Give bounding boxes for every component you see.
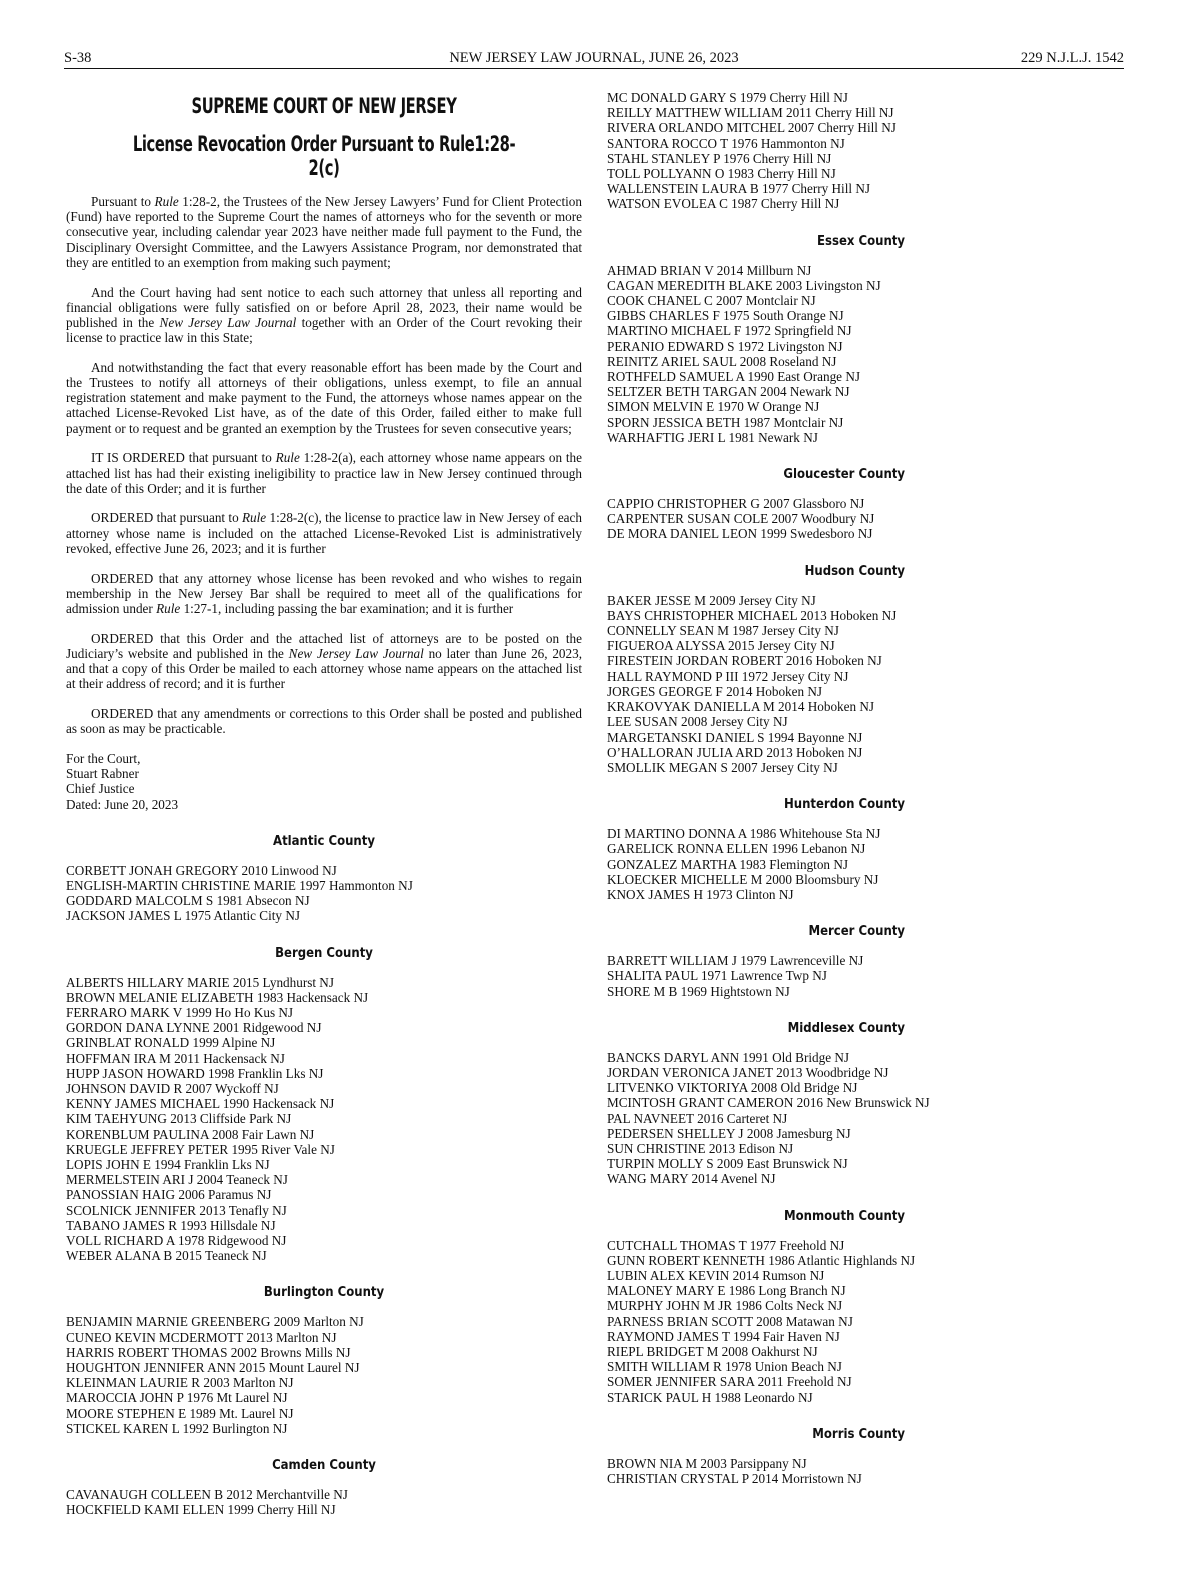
attorney-entry: MAROCCIA JOHN P 1976 Mt Laurel NJ <box>66 1390 288 1406</box>
attorney-entry: BAYS CHRISTOPHER MICHAEL 2013 Hoboken NJ <box>607 607 897 623</box>
county-heading: Mercer County <box>808 924 905 940</box>
signature-line: Chief Justice <box>66 781 135 797</box>
attorney-entry: BROWN NIA M 2003 Parsippany NJ <box>607 1455 807 1471</box>
order-title: License Revocation Order Pursuant to Rule1:28-2(c) <box>132 132 516 180</box>
attorney-entry: HOUGHTON JENNIFER ANN 2015 Mount Laurel NJ <box>66 1359 360 1375</box>
court-title: SUPREME COURT OF NEW JERSEY <box>191 94 457 118</box>
attorney-entry: WATSON EVOLEA C 1987 Cherry Hill NJ <box>607 196 840 212</box>
attorney-entry: LUBIN ALEX KEVIN 2014 Rumson NJ <box>607 1267 825 1283</box>
attorney-entry: BANCKS DARYL ANN 1991 Old Bridge NJ <box>607 1049 850 1065</box>
attorney-entry: RIVERA ORLANDO MITCHEL 2007 Cherry Hill NJ <box>607 120 896 136</box>
attorney-list <box>66 863 582 924</box>
attorney-entry: KLOECKER MICHELLE M 2000 Bloomsbury NJ <box>607 871 879 887</box>
attorney-entry: CUTCHALL THOMAS T 1977 Freehold NJ <box>607 1237 845 1253</box>
attorney-list <box>66 1314 582 1436</box>
attorney-entry: SELTZER BETH TARGAN 2004 Newark NJ <box>607 384 850 400</box>
italic-citation: New Jersey Law Journal <box>288 645 424 661</box>
attorney-entry: VOLL RICHARD A 1978 Ridgewood NJ <box>66 1232 287 1248</box>
attorney-entry: HOFFMAN IRA M 2011 Hackensack NJ <box>66 1050 285 1066</box>
attorney-entry: WANG MARY 2014 Avenel NJ <box>607 1171 776 1187</box>
attorney-entry: LEE SUSAN 2008 Jersey City NJ <box>607 714 788 730</box>
signature-line: Stuart Rabner <box>66 766 139 782</box>
attorney-entry: LITVENKO VIKTORIYA 2008 Old Bridge NJ <box>607 1080 858 1096</box>
attorney-entry: COOK CHANEL C 2007 Montclair NJ <box>607 293 816 309</box>
attorney-entry: SHORE M B 1969 Hightstown NJ <box>607 983 790 999</box>
attorney-entry: JACKSON JAMES L 1975 Atlantic City NJ <box>66 908 300 924</box>
attorney-entry: PAL NAVNEET 2016 Carteret NJ <box>607 1110 788 1126</box>
citation: 229 N.J.L.J. 1542 <box>1020 50 1124 66</box>
attorney-list <box>66 975 582 1264</box>
italic-citation: New Jersey Law Journal <box>159 314 297 330</box>
attorney-entry: CONNELLY SEAN M 1987 Jersey City NJ <box>607 623 839 639</box>
italic-citation: Rule <box>241 510 267 526</box>
order-body <box>66 194 582 736</box>
attorney-entry: DE MORA DANIEL LEON 1999 Swedesboro NJ <box>607 526 873 542</box>
page-number: S-38 <box>64 50 92 66</box>
attorney-entry: CHRISTIAN CRYSTAL P 2014 Morristown NJ <box>607 1471 862 1486</box>
attorney-entry: JORDAN VERONICA JANET 2013 Woodbridge NJ <box>607 1064 889 1080</box>
order-paragraph: ORDERED that this Order and the attached list of attorneys are to be posted on the Judiciary’s website and published in the New Jersey Law Journal no later than June 26, 2023, and that a copy of this Order be mailed to each attorney whose name appears on the attached list at their address of record; and it is further <box>66 630 583 692</box>
attorney-entry: JOHNSON DAVID R 2007 Wyckoff NJ <box>66 1080 279 1096</box>
attorney-list <box>607 1456 947 1486</box>
attorney-entry: RIEPL BRIDGET M 2008 Oakhurst NJ <box>607 1343 818 1359</box>
county-heading: Morris County <box>812 1426 905 1442</box>
attorney-list <box>607 1050 947 1187</box>
attorney-entry: SIMON MELVIN E 1970 W Orange NJ <box>607 399 820 415</box>
attorney-entry: MARTINO MICHAEL F 1972 Springfield NJ <box>607 323 852 339</box>
county-heading: Gloucester County <box>783 467 905 483</box>
attorney-entry: PEDERSEN SHELLEY J 2008 Jamesburg NJ <box>607 1125 851 1141</box>
attorney-entry: HARRIS ROBERT THOMAS 2002 Browns Mills NJ <box>66 1344 351 1360</box>
attorney-entry: KIM TAEHYUNG 2013 Cliffside Park NJ <box>66 1111 292 1127</box>
attorney-list <box>607 496 947 542</box>
county-heading: Hudson County <box>804 563 905 579</box>
county-heading: Hunterdon County <box>783 797 905 813</box>
attorney-entry: GONZALEZ MARTHA 1983 Flemington NJ <box>607 856 848 872</box>
attorney-entry: HOCKFIELD KAMI ELLEN 1999 Cherry Hill NJ <box>66 1502 336 1518</box>
county-heading: Essex County <box>817 233 905 249</box>
attorney-entry: MCINTOSH GRANT CAMERON 2016 New Brunswick NJ <box>607 1095 930 1111</box>
attorney-entry: PANOSSIAN HAIG 2006 Paramus NJ <box>66 1187 272 1203</box>
attorney-entry: AHMAD BRIAN V 2014 Millburn NJ <box>607 262 812 278</box>
attorney-entry: STAHL STANLEY P 1976 Cherry Hill NJ <box>607 150 832 166</box>
attorney-entry: DI MARTINO DONNA A 1986 Whitehouse Sta NJ <box>607 826 881 842</box>
attorney-entry: MALONEY MARY E 1986 Long Branch NJ <box>607 1283 846 1299</box>
left-column <box>66 90 582 1539</box>
italic-citation: Rule <box>275 450 300 466</box>
county-heading: Middlesex County <box>787 1020 905 1036</box>
camden-county-continued <box>607 90 947 212</box>
attorney-entry: ENGLISH-MARTIN CHRISTINE MARIE 1997 Hammonton NJ <box>66 877 413 893</box>
attorney-entry: GARELICK RONNA ELLEN 1996 Lebanon NJ <box>607 841 866 857</box>
order-paragraph: Pursuant to Rule 1:28-2, the Trustees of the New Jersey Lawyers’ Fund for Client Protection (Fund) have reported to the Supreme Court the names of attorneys who for the seventh or more consecutive year, including calendar year 2023 have neither made full payment to the Fund, the Disciplinary Oversight Committee, and the Lawyers Assistance Program, nor demonstrated that they are entitled to an exemption from making such payment; <box>66 194 582 270</box>
attorney-entry: MOORE STEPHEN E 1989 Mt. Laurel NJ <box>66 1405 294 1421</box>
attorney-entry: CUNEO KEVIN MCDERMOTT 2013 Marlton NJ <box>66 1329 337 1345</box>
county-heading: Burlington County <box>263 1285 385 1301</box>
attorney-entry: STICKEL KAREN L 1992 Burlington NJ <box>66 1420 288 1436</box>
attorney-entry: KLEINMAN LAURIE R 2003 Marlton NJ <box>66 1375 294 1391</box>
attorney-entry: CAGAN MEREDITH BLAKE 2003 Livingston NJ <box>607 277 881 293</box>
order-paragraph: ORDERED that any attorney whose license has been revoked and who wishes to regain membership in the New Jersey Bar shall be required to meet all of the qualifications for admission under Rule 1:27-1, including passing the bar examination; and it is further <box>66 570 582 616</box>
attorney-entry: BROWN MELANIE ELIZABETH 1983 Hackensack NJ <box>66 989 369 1005</box>
attorney-entry: KNOX JAMES H 1973 Clinton NJ <box>607 886 794 902</box>
attorney-list <box>607 1238 947 1405</box>
attorney-entry: SMOLLIK MEGAN S 2007 Jersey City NJ <box>607 759 838 775</box>
attorney-entry: KORENBLUM PAULINA 2008 Fair Lawn NJ <box>66 1126 315 1142</box>
publication-title: NEW JERSEY LAW JOURNAL, JUNE 26, 2023 <box>449 50 739 66</box>
attorney-list <box>607 953 947 999</box>
order-paragraph: ORDERED that pursuant to Rule 1:28-2(c), the license to practice law in New Jersey of each attorney whose name is included on the attached License-Revoked List is administratively revoked, effective June 26, 2023; and it is further <box>66 510 582 556</box>
attorney-entry: FERRARO MARK V 1999 Ho Ho Kus NJ <box>66 1004 294 1020</box>
attorney-entry: RAYMOND JAMES T 1994 Fair Haven NJ <box>607 1328 840 1344</box>
attorney-entry: FIGUEROA ALYSSA 2015 Jersey City NJ <box>607 638 835 654</box>
attorney-entry: HALL RAYMOND P III 1972 Jersey City NJ <box>607 668 849 684</box>
attorney-entry: ALBERTS HILLARY MARIE 2015 Lyndhurst NJ <box>66 974 334 990</box>
attorney-entry: HUPP JASON HOWARD 1998 Franklin Lks NJ <box>66 1065 324 1081</box>
attorney-entry: MERMELSTEIN ARI J 2004 Teaneck NJ <box>66 1172 288 1188</box>
attorney-list <box>607 593 947 775</box>
attorney-entry: SANTORA ROCCO T 1976 Hammonton NJ <box>607 135 845 151</box>
attorney-entry: REILLY MATTHEW WILLIAM 2011 Cherry Hill NJ <box>607 105 894 121</box>
attorney-entry: WALLENSTEIN LAURA B 1977 Cherry Hill NJ <box>607 181 870 197</box>
order-paragraph: ORDERED that any amendments or corrections to this Order shall be posted and published as soon as may be practicable. <box>66 705 582 737</box>
attorney-entry: MC DONALD GARY S 1979 Cherry Hill NJ <box>607 90 848 105</box>
attorney-entry: LOPIS JOHN E 1994 Franklin Lks NJ <box>66 1156 270 1172</box>
attorney-entry: PERANIO EDWARD S 1972 Livingston NJ <box>607 338 843 354</box>
attorney-entry: PARNESS BRIAN SCOTT 2008 Matawan NJ <box>607 1313 853 1329</box>
attorney-entry: TABANO JAMES R 1993 Hillsdale NJ <box>66 1217 276 1233</box>
italic-citation: Rule <box>154 194 179 209</box>
attorney-entry: TURPIN MOLLY S 2009 East Brunswick NJ <box>607 1156 848 1172</box>
attorney-entry: SUN CHRISTINE 2013 Edison NJ <box>607 1140 794 1156</box>
attorney-entry: GRINBLAT RONALD 1999 Alpine NJ <box>66 1035 276 1051</box>
county-heading: Camden County <box>272 1458 376 1473</box>
attorney-entry: KRUEGLE JEFFREY PETER 1995 River Vale NJ <box>66 1141 335 1157</box>
attorney-entry: O’HALLORAN JULIA ARD 2013 Hoboken NJ <box>607 744 863 760</box>
attorney-entry: KENNY JAMES MICHAEL 1990 Hackensack NJ <box>66 1096 335 1112</box>
attorney-entry: MARGETANSKI DANIEL S 1994 Bayonne NJ <box>607 729 863 745</box>
attorney-list <box>607 263 947 445</box>
attorney-entry: REINITZ ARIEL SAUL 2008 Roseland NJ <box>607 353 837 369</box>
right-county-lists <box>607 234 947 1487</box>
attorney-entry: WARHAFTIG JERI L 1981 Newark NJ <box>607 429 818 445</box>
signature-line: For the Court, <box>66 750 141 766</box>
attorney-entry: GORDON DANA LYNNE 2001 Ridgewood NJ <box>66 1020 322 1036</box>
attorney-entry: KRAKOVYAK DANIELLA M 2014 Hoboken NJ <box>607 699 875 715</box>
attorney-entry: WEBER ALANA B 2015 Teaneck NJ <box>66 1248 267 1264</box>
attorney-entry: CAPPIO CHRISTOPHER G 2007 Glassboro NJ <box>607 496 865 512</box>
attorney-entry: SPORN JESSICA BETH 1987 Montclair NJ <box>607 414 844 430</box>
county-heading: Bergen County <box>275 945 373 961</box>
signature-block <box>66 751 582 812</box>
attorney-entry: FIRESTEIN JORDAN ROBERT 2016 Hoboken NJ <box>607 653 882 669</box>
page-header <box>64 48 1124 69</box>
attorney-entry: CORBETT JONAH GREGORY 2010 Linwood NJ <box>66 862 337 878</box>
attorney-entry: BENJAMIN MARNIE GREENBERG 2009 Marlton NJ <box>66 1314 364 1330</box>
order-paragraph: And notwithstanding the fact that every reasonable effort has been made by the Court and the Trustees to notify all attorneys of their obligations, unless exempt, to file an annual registration statement and make payment to the Fund, the attorneys whose names appear on the attached License-Revoked List have, as of the date of this Order, failed either to make full payment or to request and be granted an exemption by the Trustees for seven consecutive years; <box>66 359 582 436</box>
attorney-entry: GODDARD MALCOLM S 1981 Absecon NJ <box>66 893 310 909</box>
attorney-entry: TOLL POLLYANN O 1983 Cherry Hill NJ <box>607 166 836 182</box>
signature-line: Dated: June 20, 2023 <box>66 796 179 812</box>
attorney-entry: JORGES GEORGE F 2014 Hoboken NJ <box>607 683 823 699</box>
attorney-entry: GIBBS CHARLES F 1975 South Orange NJ <box>607 308 844 324</box>
attorney-entry: MURPHY JOHN M JR 1986 Colts Neck NJ <box>607 1298 843 1314</box>
county-heading: Atlantic County <box>273 833 375 849</box>
attorney-entry: SMITH WILLIAM R 1978 Union Beach NJ <box>607 1359 842 1375</box>
county-heading: Monmouth County <box>783 1208 905 1224</box>
attorney-entry: GUNN ROBERT KENNETH 1986 Atlantic Highlands NJ <box>607 1252 916 1268</box>
attorney-entry: BARRETT WILLIAM J 1979 Lawrenceville NJ <box>607 953 864 969</box>
left-county-lists <box>66 834 582 1518</box>
italic-citation: Rule <box>156 600 181 616</box>
attorney-list <box>66 1487 582 1517</box>
attorney-entry: ROTHFELD SAMUEL A 1990 East Orange NJ <box>607 369 860 385</box>
attorney-entry: SHALITA PAUL 1971 Lawrence Twp NJ <box>607 968 827 984</box>
attorney-entry: CARPENTER SUSAN COLE 2007 Woodbury NJ <box>607 511 875 527</box>
order-paragraph: IT IS ORDERED that pursuant to Rule 1:28-2(a), each attorney whose name appears on the attached list has had their existing ineligibility to practice law in New Jersey continued through the date of this Order; and it is further <box>66 450 582 496</box>
order-paragraph: And the Court having had sent notice to each such attorney that unless all reporting and financial obligations were fully satisfied on or before April 28, 2023, their name would be published in the New Jersey Law Journal together with an Order of the Court revoking their license to practice law in this State; <box>66 284 582 346</box>
attorney-entry: CAVANAUGH COLLEEN B 2012 Merchantville NJ <box>66 1487 348 1502</box>
attorney-entry: SOMER JENNIFER SARA 2011 Freehold NJ <box>607 1374 852 1390</box>
attorney-entry: BAKER JESSE M 2009 Jersey City NJ <box>607 592 816 608</box>
attorney-entry: STARICK PAUL H 1988 Leonardo NJ <box>607 1389 813 1405</box>
attorney-list <box>607 826 947 902</box>
right-column <box>607 90 947 1508</box>
attorney-entry: SCOLNICK JENNIFER 2013 Tenafly NJ <box>66 1202 287 1218</box>
